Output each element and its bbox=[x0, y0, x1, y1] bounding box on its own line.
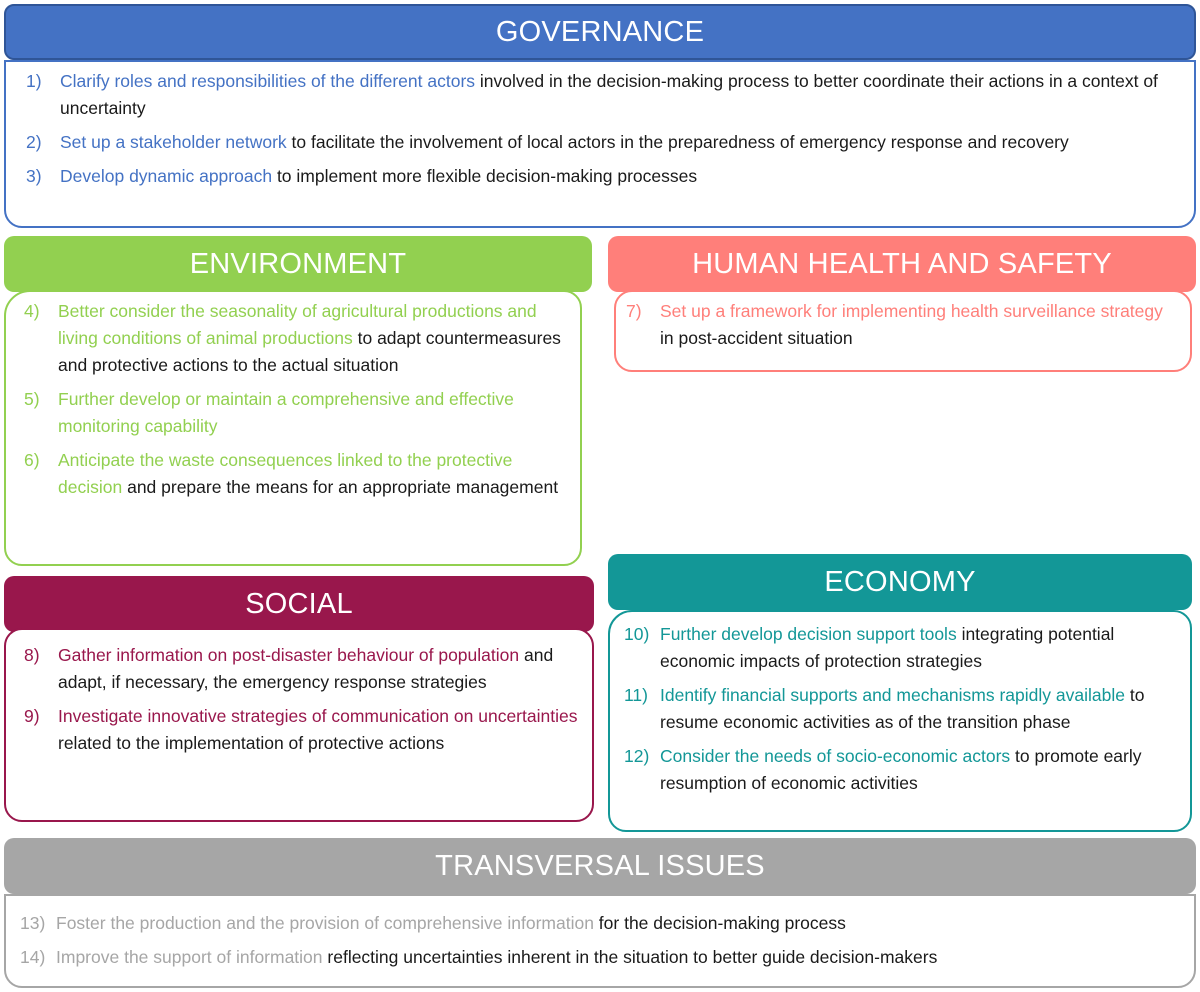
item-description: and adapt, if necessary, the emergency response strategies bbox=[58, 645, 554, 692]
item-description: reflecting uncertainties inherent in the situation to better guide decision-makers bbox=[322, 947, 938, 967]
governance-item-1 bbox=[26, 68, 1182, 122]
item-highlight: Improve the support of information bbox=[56, 947, 323, 967]
transversal-item-2 bbox=[20, 944, 1182, 971]
transversal-header bbox=[4, 838, 1196, 894]
social-title: SOCIAL bbox=[245, 587, 353, 620]
item-highlight: Anticipate the waste consequences linked to the protective decision bbox=[58, 450, 513, 497]
item-text bbox=[660, 743, 1178, 797]
economy-box bbox=[608, 610, 1192, 832]
item-description: involved in the decision-making process to better coordinate their actions in a context of uncertainty bbox=[60, 71, 1158, 118]
item-text bbox=[660, 621, 1178, 675]
governance-title: GOVERNANCE bbox=[495, 15, 705, 48]
environment-item-1 bbox=[24, 298, 562, 379]
social-box bbox=[4, 628, 594, 822]
social-item-2 bbox=[24, 703, 580, 757]
item-text bbox=[60, 163, 1182, 190]
item-number: 3) bbox=[26, 166, 42, 186]
item-highlight: Clarify roles and responsibilities of the different actors bbox=[60, 71, 476, 91]
item-number: 4) bbox=[24, 301, 40, 321]
item-text bbox=[660, 298, 1178, 352]
item-description: and prepare the means for an appropriate management bbox=[122, 477, 559, 497]
environment-title: ENVIRONMENT bbox=[189, 247, 407, 280]
item-number: 10) bbox=[624, 624, 650, 644]
health-header bbox=[608, 236, 1196, 292]
item-number: 2) bbox=[26, 132, 42, 152]
item-number: 6) bbox=[24, 450, 40, 470]
governance-box bbox=[4, 60, 1196, 228]
economy-item-3 bbox=[624, 743, 1178, 797]
environment-item-2 bbox=[24, 386, 562, 440]
social-header bbox=[4, 576, 594, 632]
economy-item-2 bbox=[624, 682, 1178, 736]
social-item-1 bbox=[24, 642, 580, 696]
item-highlight: Consider the needs of socio-economic actors bbox=[660, 746, 1011, 766]
item-description: in post-accident situation bbox=[660, 328, 853, 348]
item-highlight: Set up a stakeholder network bbox=[60, 132, 287, 152]
item-text bbox=[60, 68, 1182, 122]
economy-header bbox=[608, 554, 1192, 610]
item-highlight: Further develop decision support tools bbox=[660, 624, 957, 644]
item-number: 9) bbox=[24, 706, 40, 726]
environment-item-3 bbox=[24, 447, 562, 501]
item-highlight: Identify financial supports and mechanisms rapidly available bbox=[660, 685, 1125, 705]
item-number: 7) bbox=[626, 301, 642, 321]
item-text bbox=[56, 944, 1182, 971]
item-description: integrating potential economic impacts of protection strategies bbox=[660, 624, 1115, 671]
governance-item-2 bbox=[26, 129, 1182, 156]
economy-item-1 bbox=[624, 621, 1178, 675]
item-text bbox=[60, 129, 1182, 156]
item-description: to adapt countermeasures and protective actions to the actual situation bbox=[58, 328, 561, 375]
transversal-title: TRANSVERSAL ISSUES bbox=[435, 849, 765, 882]
governance-item-3 bbox=[26, 163, 1182, 190]
item-number: 11) bbox=[624, 685, 648, 705]
item-number: 12) bbox=[624, 746, 650, 766]
economy-title: ECONOMY bbox=[824, 565, 976, 598]
environment-box bbox=[4, 290, 582, 566]
transversal-item-1 bbox=[20, 910, 1182, 937]
item-description: to promote early resumption of economic activities bbox=[660, 746, 1142, 793]
item-highlight: Investigate innovative strategies of communication on uncertainties bbox=[58, 706, 578, 726]
item-description: to implement more flexible decision-making processes bbox=[272, 166, 698, 186]
environment-header bbox=[4, 236, 592, 292]
item-highlight: Develop dynamic approach bbox=[60, 166, 273, 186]
item-text bbox=[58, 703, 580, 757]
item-highlight: Better consider the seasonality of agricultural productions and living conditions of animal productions bbox=[58, 301, 537, 348]
governance-header bbox=[4, 4, 1196, 60]
item-text bbox=[58, 447, 562, 501]
item-number: 1) bbox=[26, 71, 42, 91]
item-text bbox=[56, 910, 1182, 937]
item-text bbox=[58, 298, 562, 379]
item-number: 8) bbox=[24, 645, 40, 665]
item-description: to resume economic activities as of the transition phase bbox=[660, 685, 1145, 732]
health-item-1 bbox=[626, 298, 1178, 352]
item-highlight: Further develop or maintain a comprehensive and effective monitoring capability bbox=[58, 389, 514, 436]
item-text bbox=[660, 682, 1178, 736]
transversal-box bbox=[4, 894, 1196, 988]
health-box bbox=[614, 290, 1192, 372]
item-number: 5) bbox=[24, 389, 40, 409]
health-title: HUMAN HEALTH AND SAFETY bbox=[692, 247, 1112, 280]
item-highlight: Set up a framework for implementing health surveillance strategy bbox=[660, 301, 1163, 321]
item-text bbox=[58, 642, 580, 696]
item-number: 14) bbox=[20, 947, 46, 967]
item-highlight: Foster the production and the provision of comprehensive information bbox=[56, 913, 594, 933]
item-text bbox=[58, 386, 562, 440]
item-highlight: Gather information on post-disaster behaviour of population bbox=[58, 645, 520, 665]
item-description: for the decision-making process bbox=[593, 913, 846, 933]
item-description: to facilitate the involvement of local actors in the preparedness of emergency response and recovery bbox=[286, 132, 1069, 152]
item-description: related to the implementation of protective actions bbox=[58, 733, 445, 753]
item-number: 13) bbox=[20, 913, 46, 933]
